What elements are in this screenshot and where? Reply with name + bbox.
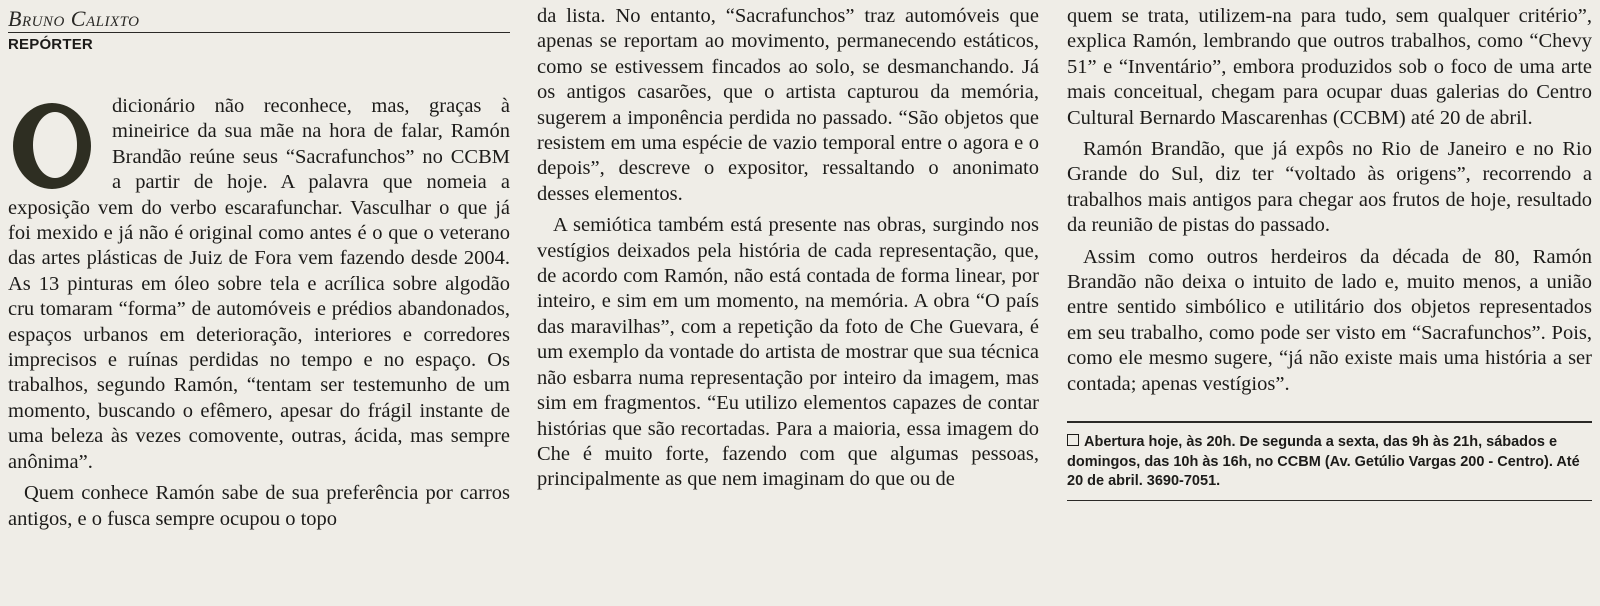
byline-role: REPÓRTER	[8, 36, 93, 53]
lead-paragraph-wrap	[8, 94, 510, 475]
paragraph: Quem conhece Ramón sabe de sua preferência por carros antigos, e o fusca sempre ocupou o topo	[8, 482, 510, 530]
event-info-box	[1067, 433, 1592, 492]
square-bullet-icon	[1067, 434, 1079, 446]
byline-rule	[8, 32, 510, 33]
info-box-bottom-rule	[1067, 500, 1592, 501]
dropcap-o	[8, 98, 102, 194]
paragraph: Ramón Brandão, que já expôs no Rio de Janeiro e no Rio Grande do Sul, diz ter “voltado às origens”, recorrendo a trabalhos mais antigos para chegar aos frutos de hoje, resultado da reunião de pistas do passado.	[1067, 138, 1592, 237]
paragraph: quem se trata, utilizem-na para tudo, sem qualquer critério”, explica Ramón, lembrando que outros trabalhos, como “Chevy 51” e “Inventário”, embora produzidos sob o foco de uma arte mais conceitual, chegam para ocupar duas galerias do Centro Cultural Bernardo Mascarenhas (CCBM) até 20 de abril.	[1067, 5, 1592, 129]
column-2	[537, 0, 1039, 606]
byline-author: Bruno Calixto	[8, 6, 140, 31]
lead-paragraph: dicionário não reconhece, mas, graças à mineirice da sua mãe na hora de falar, Ramón Brandão reúne seus “Sacrafunchos” no CCBM a partir de hoje. A palavra que nomeia a exposição vem do verbo escarafunchar. Vasculhar o que já foi mexido e já não é original como antes é o que o veterano das artes plásticas de Juiz de Fora vem fazendo desde 2004. As 13 pinturas em óleo sobre tela e acrílica sobre algodão cru tomaram “forma” de automóveis e prédios abandonados, espaços urbanos em deterioração, interiores e corredores imprecisos e ruínas perdidas no tempo e no espaço. Os trabalhos, segundo Ramón, “tentam ser testemunho de um momento, buscando o efêmero, apesar do frágil instante de uma beleza às vezes comovente, outras, ácida, mas sempre anônima”.	[8, 95, 510, 473]
paragraph: A semiótica também está presente nas obras, surgindo nos vestígios deixados pela história de cada representação, que, de acordo com Ramón, não está contada de forma linear, por inteiro, e sim em um momento, na memória. A obra “O país das maravilhas”, com a repetição da foto de Che Guevara, é um exemplo da vontade do artista de mostrar que sua técnica não esbarra numa representação por inteiro da imagem, mas sim em fragmentos. “Eu utilizo elementos capazes de contar histórias que são recortadas. Para a maioria, essa imagem do Che é muito forte, fazendo com que algumas pessoas, principalmente as que nem imaginam do que ou de	[537, 214, 1039, 491]
info-box-top-rule	[1067, 421, 1592, 423]
event-info-text: Abertura hoje, às 20h. De segunda a sexta, das 9h às 21h, sábados e domingos, das 10h às 16h, no CCBM (Av. Getúlio Vargas 200 - Centro). Até 20 de abril. 3690-7051.	[1067, 434, 1580, 490]
paragraph: Assim como outros herdeiros da década de 80, Ramón Brandão não deixa o intuito de lado e, muito menos, a união entre sentido simbólico e utilitário dos objetos representados em seu trabalho, como pode ser visto em “Sacrafunchos”. Pois, como ele mesmo sugere, “já não existe mais uma história a ser contada; apenas vestígios”.	[1067, 245, 1592, 395]
column-1	[8, 0, 510, 606]
paragraph: da lista. No entanto, “Sacrafunchos” traz automóveis que apenas se reportam ao movimento, permanecendo estáticos, como se estivessem fincados ao solo, se desmanchando. Já os antigos casarões, que o artista capturou da memória, sugerem a imponência perdida no passado. “São objetos que resistem em uma espécie de vazio temporal entre o agora e o depois”, descreve o expositor, ressaltando o anonimato desses elementos.	[537, 5, 1039, 205]
column-3	[1067, 0, 1592, 606]
